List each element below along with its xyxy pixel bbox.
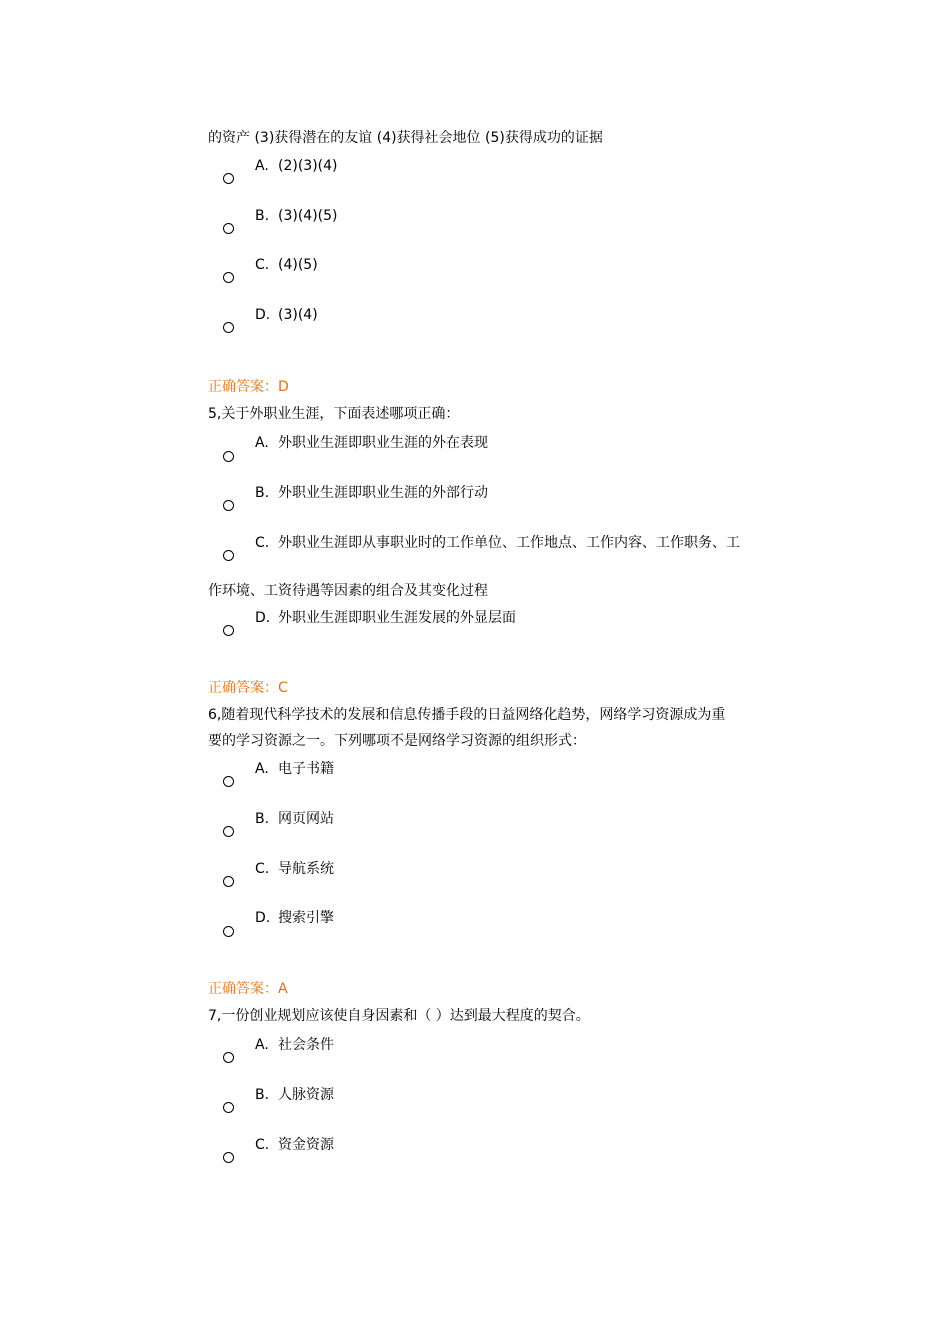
option-letter: A. xyxy=(255,158,269,174)
option-text: (2)(3)(4) xyxy=(278,158,338,174)
q4-option-a xyxy=(255,156,338,176)
q4-option-c xyxy=(255,255,318,275)
option-text: 人脉资源 xyxy=(278,1087,334,1103)
option-text: (3)(4) xyxy=(278,307,318,323)
q6-option-d xyxy=(255,908,334,928)
q7-option-c-radio[interactable] xyxy=(223,1152,234,1163)
option-text: 网页网站 xyxy=(278,811,334,827)
option-text: 外职业生涯即职业生涯的外部行动 xyxy=(278,485,488,501)
option-letter: C. xyxy=(255,861,270,877)
q5-option-d xyxy=(255,608,516,628)
option-text: 电子书籍 xyxy=(278,761,334,777)
q7-stem: 7,一份创业规划应该使自身因素和（ ）达到最大程度的契合。 xyxy=(208,1008,590,1024)
option-letter: D. xyxy=(255,610,271,626)
option-text: 外职业生涯即职业生涯发展的外显层面 xyxy=(278,610,516,626)
option-letter: A. xyxy=(255,1037,269,1053)
q6-stem-line2: 要的学习资源之一。下列哪项不是网络学习资源的组织形式： xyxy=(208,733,586,749)
q5-option-a-radio[interactable] xyxy=(223,451,234,462)
q5-option-c-radio[interactable] xyxy=(223,550,234,561)
option-letter: B. xyxy=(255,485,270,501)
q7-option-b xyxy=(255,1085,334,1105)
option-text: 社会条件 xyxy=(278,1037,334,1053)
q5-correct-answer: 正确答案：C xyxy=(208,680,288,696)
option-letter: B. xyxy=(255,811,270,827)
q4-correct-answer: 正确答案：D xyxy=(208,379,289,395)
q4-option-d-radio[interactable] xyxy=(223,322,234,333)
q4-option-d xyxy=(255,305,318,325)
option-text: 外职业生涯即职业生涯的外在表现 xyxy=(278,435,488,451)
option-text: 资金资源 xyxy=(278,1137,334,1153)
q6-option-c xyxy=(255,859,334,879)
option-text: (4)(5) xyxy=(278,257,318,273)
q6-stem-line1: 6,随着现代科学技术的发展和信息传播手段的日益网络化趋势，网络学习资源成为重 xyxy=(208,707,726,723)
option-letter: A. xyxy=(255,761,269,777)
option-letter: D. xyxy=(255,307,271,323)
q5-option-d-radio[interactable] xyxy=(223,625,234,636)
q6-option-b xyxy=(255,809,334,829)
q5-option-b xyxy=(255,483,488,503)
q6-option-d-radio[interactable] xyxy=(223,926,234,937)
q5-option-c xyxy=(255,533,740,553)
q6-option-a-radio[interactable] xyxy=(223,776,234,787)
option-letter: C. xyxy=(255,535,270,551)
option-letter: B. xyxy=(255,208,270,224)
option-text: (3)(4)(5) xyxy=(278,208,338,224)
option-text: 导航系统 xyxy=(278,861,334,877)
q7-option-a xyxy=(255,1035,334,1055)
q7-option-c xyxy=(255,1135,334,1155)
q5-option-a xyxy=(255,433,488,453)
q6-option-b-radio[interactable] xyxy=(223,826,234,837)
option-letter: B. xyxy=(255,1087,270,1103)
q6-option-a xyxy=(255,759,334,779)
option-text: 外职业生涯即从事职业时的工作单位、工作地点、工作内容、工作职务、工 xyxy=(278,535,740,551)
q4-option-b xyxy=(255,206,338,226)
q6-option-c-radio[interactable] xyxy=(223,876,234,887)
option-letter: C. xyxy=(255,257,270,273)
q4-option-b-radio[interactable] xyxy=(223,223,234,234)
q7-option-a-radio[interactable] xyxy=(223,1052,234,1063)
q4-option-a-radio[interactable] xyxy=(223,173,234,184)
option-letter: D. xyxy=(255,910,271,926)
option-letter: A. xyxy=(255,435,269,451)
q6-correct-answer: 正确答案：A xyxy=(208,981,288,997)
q5-stem: 5,关于外职业生涯，下面表述哪项正确： xyxy=(208,406,460,422)
q4-stem-tail: 的资产 (3)获得潜在的友谊 (4)获得社会地位 (5)获得成功的证据 xyxy=(208,130,603,146)
option-letter: C. xyxy=(255,1137,270,1153)
q4-option-c-radio[interactable] xyxy=(223,272,234,283)
q5-option-b-radio[interactable] xyxy=(223,500,234,511)
q5-option-c-continuation: 作环境、工资待遇等因素的组合及其变化过程 xyxy=(208,583,488,599)
option-text: 搜索引擎 xyxy=(278,910,334,926)
q7-option-b-radio[interactable] xyxy=(223,1102,234,1113)
